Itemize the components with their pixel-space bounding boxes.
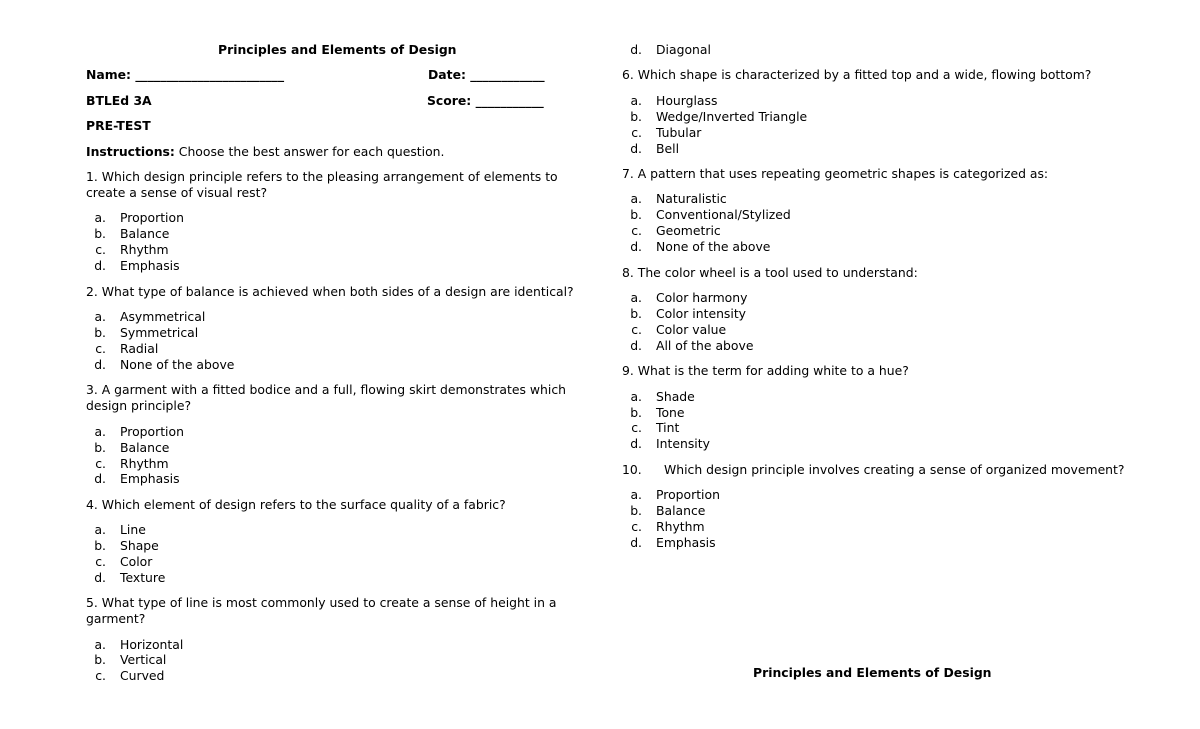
name-blank: ________________________ (135, 67, 285, 82)
q2-option-d: d. None of the above (94, 357, 235, 372)
score-label: Score: (427, 93, 472, 108)
date-field (428, 67, 545, 83)
q3-option-b: b. Balance (94, 440, 170, 455)
q5-option-c: c. Curved (95, 668, 165, 683)
q7-option-c: c. Geometric (631, 223, 721, 238)
q5-option-a: a. Horizontal (94, 637, 184, 652)
test-type-label: PRE-TEST (86, 118, 151, 133)
q5-option-d: d. Diagonal (630, 42, 711, 57)
q4-option-b: b. Shape (94, 538, 159, 553)
q10-option-c: c. Rhythm (631, 519, 705, 534)
q9-option-b: b. Tone (630, 405, 685, 420)
q6-option-b: b. Wedge/Inverted Triangle (630, 109, 808, 124)
q7-option-d: d. None of the above (630, 239, 771, 254)
q8-option-a: a. Color harmony (630, 290, 748, 305)
score-field (427, 93, 544, 109)
q8-option-c: c. Color value (631, 322, 727, 337)
q1-option-a: a. Proportion (94, 210, 184, 225)
question-5-text: 5. What type of line is most commonly used to create a sense of height in a (86, 595, 557, 610)
q10-option-d: d. Emphasis (630, 535, 716, 550)
q2-option-b: b. Symmetrical (94, 325, 199, 340)
q9-option-d: d. Intensity (630, 436, 710, 451)
q3-option-c: c. Rhythm (95, 456, 169, 471)
date-label: Date: (428, 67, 466, 82)
q1-option-d: d. Emphasis (94, 258, 180, 273)
score-blank: ___________ (475, 93, 544, 108)
question-3-text: 3. A garment with a fitted bodice and a full, flowing skirt demonstrates which (86, 382, 566, 397)
question-5-text-cont: garment? (86, 611, 146, 626)
q6-option-d: d. Bell (630, 141, 680, 156)
name-label: Name: (86, 67, 132, 82)
q1-option-c: c. Rhythm (95, 242, 169, 257)
q6-option-c: c. Tubular (631, 125, 702, 140)
q3-option-a: a. Proportion (94, 424, 184, 439)
q2-option-a: a. Asymmetrical (94, 309, 206, 324)
question-1-text: 1. Which design principle refers to the pleasing arrangement of elements to (86, 169, 558, 184)
document-title: Principles and Elements of Design (218, 42, 457, 57)
q8-option-d: d. All of the above (630, 338, 754, 353)
q2-option-c: c. Radial (95, 341, 159, 356)
question-9-text: 9. What is the term for adding white to a hue? (622, 363, 909, 378)
question-2-text: 2. What type of balance is achieved when both sides of a design are identical? (86, 284, 574, 299)
instructions (86, 144, 444, 160)
q3-option-d: d. Emphasis (94, 471, 180, 486)
q9-option-c: c. Tint (631, 420, 680, 435)
name-field (86, 67, 284, 83)
question-3-text-cont: design principle? (86, 398, 192, 413)
q4-option-a: a. Line (94, 522, 146, 537)
q6-option-a: a. Hourglass (630, 93, 718, 108)
q10-option-b: b. Balance (630, 503, 706, 518)
question-8-text: 8. The color wheel is a tool used to understand: (622, 265, 918, 280)
q8-option-b: b. Color intensity (630, 306, 747, 321)
q4-option-c: c. Color (95, 554, 153, 569)
question-10-number: 10. (622, 462, 642, 477)
date-blank: ____________ (470, 67, 545, 82)
class-label: BTLEd 3A (86, 93, 152, 108)
question-1-text-cont: create a sense of visual rest? (86, 185, 268, 200)
q9-option-a: a. Shade (630, 389, 695, 404)
question-6-text: 6. Which shape is characterized by a fitted top and a wide, flowing bottom? (622, 67, 1092, 82)
q10-option-a: a. Proportion (630, 487, 720, 502)
q4-option-d: d. Texture (94, 570, 166, 585)
instructions-label: Instructions: (86, 144, 175, 159)
q7-option-a: a. Naturalistic (630, 191, 727, 206)
q1-option-b: b. Balance (94, 226, 170, 241)
question-7-text: 7. A pattern that uses repeating geometric shapes is categorized as: (622, 166, 1049, 181)
q5-option-b: b. Vertical (94, 652, 167, 667)
question-4-text: 4. Which element of design refers to the surface quality of a fabric? (86, 497, 506, 512)
q7-option-b: b. Conventional/Stylized (630, 207, 791, 222)
footer-title: Principles and Elements of Design (753, 665, 992, 680)
instructions-text: Choose the best answer for each question. (178, 144, 445, 159)
question-10-text: Which design principle involves creating a sense of organized movement? (664, 462, 1125, 477)
